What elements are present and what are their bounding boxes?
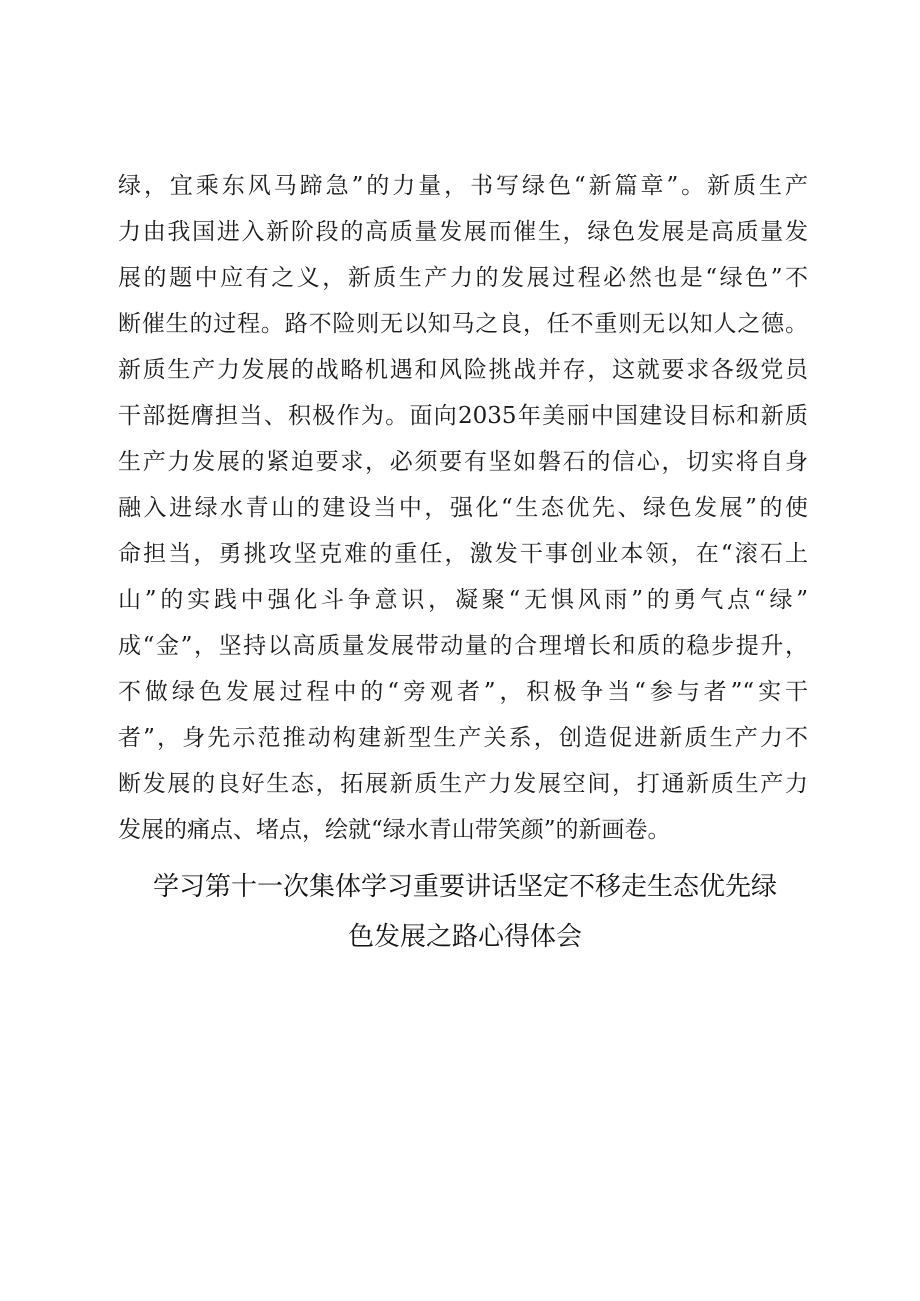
heading-line: 色发展之路心得体会: [347, 922, 582, 952]
paragraph-line: 融入进绿水青山的建设当中，强化“生态优先、绿色发展”的使: [118, 495, 808, 521]
paragraph-line: 发展的痛点、堵点，绘就“绿水青山带笑颜”的新画卷。: [118, 817, 671, 843]
paragraph-line: 断发展的良好生态，拓展新质生产力发展空间，打通新质生产力: [118, 771, 808, 797]
paragraph-line: 展的题中应有之义，新质生产力的发展过程必然也是“绿色”不: [118, 265, 808, 291]
paragraph-line: 山”的实践中强化斗争意识，凝聚“无惧风雨”的勇气点“绿”: [118, 587, 808, 613]
paragraph-line: 命担当，勇挑攻坚克难的重任，激发干事创业本领，在“滚石上: [118, 541, 808, 567]
article-heading: [100, 862, 830, 962]
paragraph-line: 力由我国进入新阶段的高质量发展而催生，绿色发展是高质量发: [118, 219, 808, 245]
paragraph-line: 生产力发展的紧迫要求，必须要有坚如磐石的信心，切实将自身: [118, 449, 808, 475]
paragraph-line: 成“金”，坚持以高质量发展带动量的合理增长和质的稳步提升，: [118, 633, 808, 659]
paragraph-line: 断催生的过程。路不险则无以知马之良，任不重则无以知人之德。: [118, 311, 808, 337]
body-paragraph: [118, 163, 808, 853]
heading-line: 学习第十一次集体学习重要讲话坚定不移走生态优先绿: [152, 872, 777, 902]
paragraph-line: 者”，身先示范推动构建新型生产关系，创造促进新质生产力不: [118, 725, 808, 751]
paragraph-line: 不做绿色发展过程中的“旁观者”，积极争当“参与者”“实干: [118, 679, 808, 705]
paragraph-line: 绿，宜乘东风马蹄急”的力量，书写绿色“新篇章”。新质生产: [118, 173, 808, 199]
paragraph-line: 干部挺膺担当、积极作为。面向2035年美丽中国建设目标和新质: [118, 403, 808, 429]
paragraph-line: 新质生产力发展的战略机遇和风险挑战并存，这就要求各级党员: [118, 357, 808, 383]
